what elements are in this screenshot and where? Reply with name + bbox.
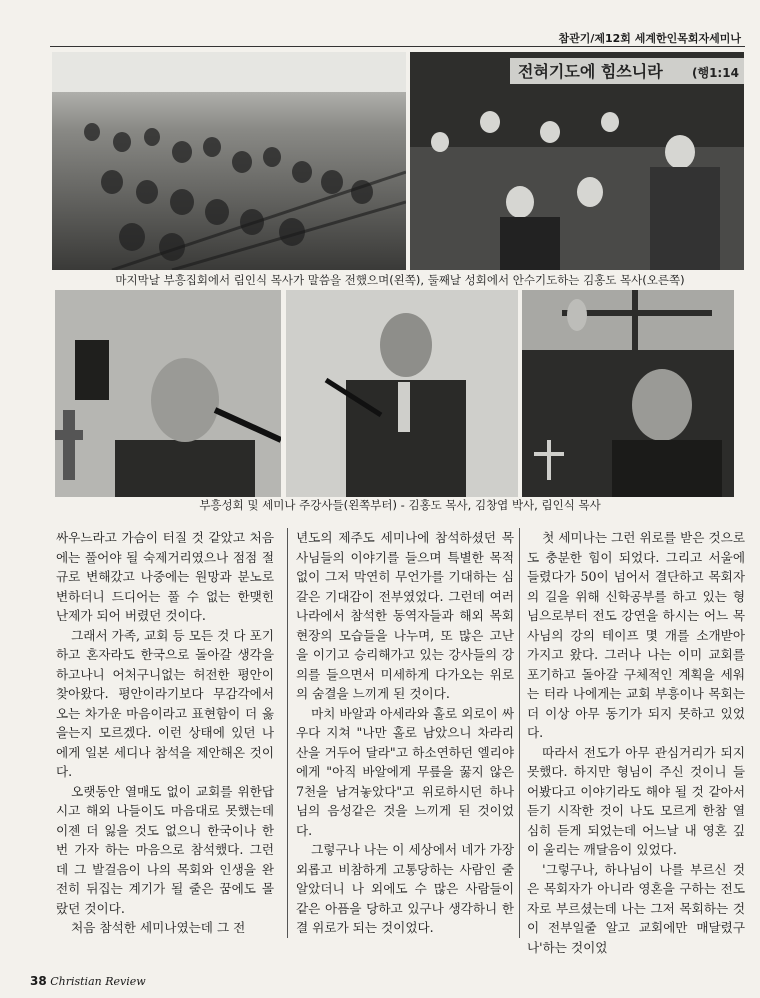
- running-title: 참관기/제12회 세계한인목회자세미나: [558, 32, 741, 45]
- caption-bottom: 부흥성회 및 세미나 주강사들(왼쪽부터) - 김홍도 목사, 김창엽 박사, 림인식 목사: [199, 498, 601, 512]
- paragraph: 오랫동안 열매도 없이 교회를 위한답시고 해외 나들이도 마음대로 못했는데 이젠 더 잃을 것도 없으니 한국이나 한 번 가자 하는 마음으로 참석했다. 그런데 그 발걸음이 나의 목회와 인생을 완전히 뒤집는 계기가 될 줄은 꿈에도 몰랐던 것이다.: [56, 783, 274, 916]
- banner-text: 전혀기도에 힘쓰니라: [518, 62, 663, 81]
- photo-prayer: [410, 52, 744, 270]
- text-column-2: [296, 528, 514, 938]
- photo-speaker-lim-insik: [522, 290, 734, 497]
- paragraph: 마치 바알과 아세라와 홀로 외로이 싸우다 지쳐 "나만 홀로 남았으니 차라리 산을 거두어 달라"고 하소연하던 엘리야에게 "아직 바알에게 무릎을 꿇지 않은 7천을 남겨놓았다"고 위로하시던 하나님의 음성같은 것을 느끼게 된 것이었다.: [296, 705, 514, 838]
- paragraph: '그렇구나, 하나님이 나를 부르신 것은 목회자가 아니라 영혼을 구하는 전도자로 부르셨는데 나는 그저 목회하는 것이 전부일줄 알고 교회에만 매달렸구나'하는 것이었: [527, 861, 745, 955]
- column-divider: [287, 528, 288, 938]
- paragraph: 첫 세미나는 그런 위로를 받은 것으로도 충분한 힘이 되었다. 그리고 서울에 들렸다가 50이 넘어서 결단하고 목회자의 길을 위해 신학공부를 하고 있는 형님으로부터 전도 강연을 하시는 어느 목사님의 강의 테이프 몇 개를 소개받아 가지고 왔다. 그러나 나는 이미 교회를 포기하고 돌아갈 구체적인 계획을 세워는 터라 나에게는 교회 부흥이나 목회는 더 이상 아무 동기가 되지 못하고 있었다.: [527, 530, 745, 740]
- text-column-1: [56, 528, 274, 938]
- paragraph: 년도의 제주도 세미나에 참석하셨던 목사님들의 이야기를 들으며 특별한 목적없이 그저 막연히 무언가를 기대하는 심갈은 기대감이 전부였었다. 그런데 여러나라에서 참석한 동역자들과 해외 목회 현장의 모습들을 나누며, 또 많은 고난을 이기고 승리해가고 있는 강사들의 강의를 들으면서 미세하게 다가오는 위로의 숨결을 느끼게 된 것이다.: [296, 530, 514, 701]
- paragraph: 처음 참석한 세미나였는데 그 전: [71, 920, 246, 935]
- paragraph: 싸우느라고 가슴이 터질 것 같았고 처음에는 풀어야 될 숙제거리였으나 점점 절규로 변해갔고 나중에는 원망과 분노로 변하더니 드디어는 풀 수 없는 한맺힌 난제가 되어 버렸던 것이다.: [56, 530, 274, 623]
- paragraph: 그래서 가족, 교회 등 모든 것 다 포기하고 혼자라도 한국으로 돌아갈 생각을 하고나니 어처구니없는 허전한 평안이 찾아왔다. 평안이라기보다 무감각에서 오는 차가운 마음이라고 표현함이 더 옳을는지 모르겠다. 이런 상태에 있던 나에게 일본 세디나 참석을 제안해온 것이다.: [56, 627, 274, 779]
- paragraph: 그렇구나 나는 이 세상에서 네가 가장 외롭고 비참하게 고통당하는 사람인 줄 알았더니 나 외에도 수 많은 사람들이 같은 아픔을 당하고 있구나 생각하니 한결 위로가 되는 것이었다.: [296, 842, 514, 935]
- page-number: 38: [30, 974, 47, 988]
- column-divider: [519, 528, 520, 938]
- running-header: [50, 30, 745, 47]
- photo-speaker-kim-hongdo: [55, 290, 281, 497]
- paragraph: 따라서 전도가 아무 관심거리가 되지 못했다. 하지만 형님이 주신 것이니 들어봤다고 이야기라도 해야 될 것 같아서 듣기 시작한 것이 나도 모르게 한참 열심히 듣게 되었는데 어느날 내 영혼 깊이 울리는 깨달음이 있었다.: [527, 744, 745, 857]
- magazine-name: Christian Review: [50, 975, 146, 988]
- photo-audience: [52, 52, 406, 270]
- page-footer: [30, 974, 146, 988]
- banner-ref: (행1:14: [692, 66, 739, 80]
- text-column-3: [527, 528, 745, 957]
- photo-speaker-kim-changyeop: [286, 290, 518, 497]
- caption-top: 마지막날 부흥집회에서 림인식 목사가 말씀을 전했으며(왼쪽), 둘째날 성회에서 안수기도하는 김홍도 목사(오른쪽): [115, 273, 685, 287]
